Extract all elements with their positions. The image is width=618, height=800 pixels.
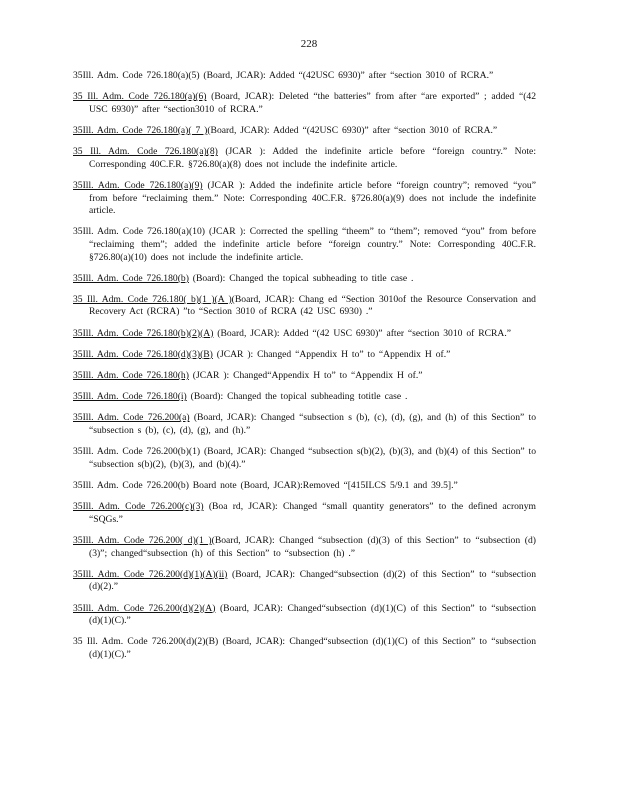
entry-cite: 35Ill. Adm. Code 726.200(d)(2)(A) bbox=[73, 602, 216, 614]
entry-text: (Board, JCAR): Deleted “the batteries” from after “are exported” ; added “(42 USC 6930)” after “section3010 of RCRA.” bbox=[89, 91, 536, 115]
entry-text: 35Ill. Adm. Code 726.180(a)(10) (JCAR ): Corrected the spelling “theem” to “them”; removed “you” from before “reclaiming them”; added the indefinite article before “foreign country.” Note: Corresponding 40C.F.R. §726.80(a)(10) does not include the indefinite article. bbox=[73, 226, 536, 263]
amendment-entry bbox=[73, 446, 536, 471]
entry-cite: 35Ill. Adm. Code 726.180(b)(2)(A) bbox=[73, 327, 214, 339]
amendment-entry bbox=[73, 125, 536, 138]
amendment-entry bbox=[73, 146, 536, 171]
amendment-entry bbox=[73, 328, 536, 341]
entry-text: (JCAR ): Changed “Appendix H to” to “Appendix H of.” bbox=[212, 348, 451, 360]
entry-cite: 35Ill. Adm. Code 726.200( d)(1 ) bbox=[73, 534, 212, 546]
entry-cite: 35 Ill. Adm. Code 726.180(a)(8) bbox=[73, 146, 218, 158]
amendment-entry bbox=[73, 180, 536, 218]
entry-text: (Board, JCAR): Changed“subsection (d)(1)(C) of this Section” to “subsection (d)(1)(C).” bbox=[89, 602, 536, 627]
entry-text: (JCAR ): Changed“Appendix H to” to “Appendix H of.” bbox=[188, 370, 423, 382]
amendment-entry bbox=[73, 569, 536, 594]
entry-text: (JCAR ): Added the indefinite article before “foreign country”; removed “you” from before “reclaiming them.” Note: Corresponding 40C.F.R. §726.80(a)(9) does not include the indefinite article. bbox=[89, 179, 536, 217]
entry-cite: 35 Ill. Adm. Code 726.180( b)(1 )(A ) bbox=[73, 293, 232, 305]
entry-text: (Boa rd, JCAR): Changed “small quantity generators” to the defined acronym “SQGs.” bbox=[89, 501, 536, 525]
amendment-entry bbox=[73, 91, 536, 116]
entry-text: 35 Ill. Adm. Code 726.200(d)(2)(B) (Board, JCAR): Changed“subsection (d)(1)(C) of this Section” to “subsection (d)(1)(C).” bbox=[73, 636, 536, 660]
amendment-entry bbox=[73, 501, 536, 526]
amendment-entry bbox=[73, 412, 536, 437]
entry-cite: 35Ill. Adm. Code 726.180(a)(9) bbox=[73, 179, 203, 191]
entry-text: 35Ill. Adm. Code 726.200(b)(1) (Board, JCAR): Changed “subsection s(b)(2), (b)(3), and (b)(4) of this Section” to “subsection s(b)(2), (b)(3), and (b)(4).” bbox=[73, 446, 536, 470]
entry-text: (Board, JCAR): Changed “subsection s (b), (c), (d), (g), and (h) of this Section” to “subsection s (b), (c), (d), (g), and (h).” bbox=[89, 412, 536, 436]
entry-text: (Board, JCAR): Changed “subsection (d)(3) of this Section” to “subsection (d)(3)”; changed“subsection (h) of this Section” to “subsection (h) .” bbox=[89, 534, 536, 559]
amendment-list bbox=[73, 70, 536, 670]
amendment-entry bbox=[73, 226, 536, 264]
amendment-entry bbox=[73, 273, 536, 286]
entry-cite: 35Ill. Adm. Code 726.180(d)(3)(B) bbox=[73, 348, 213, 360]
entry-cite: 35Ill. Adm. Code 726.200(d)(1)(A)(ii) bbox=[73, 568, 228, 580]
entry-text: (Board, JCAR): Chang ed “Section 3010of the Resource Conservation and Recovery Act (RCRA) ”to “Section 3010 of RCRA (42 USC 6930) .” bbox=[89, 293, 536, 318]
entry-text: (Board, JCAR): Added “(42USC 6930)” after “section 3010 of RCRA.” bbox=[207, 124, 498, 136]
amendment-entry bbox=[73, 349, 536, 362]
entry-text: 35Ill. Adm. Code 726.180(a)(5) (Board, JCAR): Added “(42USC 6930)” after “section 3010 of RCRA.” bbox=[73, 70, 494, 81]
entry-text: (Board, JCAR): Added “(42 USC 6930)” after “section 3010 of RCRA.” bbox=[213, 327, 512, 339]
amendment-entry bbox=[73, 294, 536, 319]
entry-cite: 35Ill. Adm. Code 726.200(a) bbox=[73, 412, 190, 424]
amendment-entry bbox=[73, 480, 536, 493]
entry-text: (Board, JCAR): Changed“subsection (d)(2) of this Section” to “subsection (d)(2).” bbox=[89, 568, 536, 593]
amendment-entry bbox=[73, 636, 536, 661]
entry-text: (Board): Changed the topical subheading totitle case . bbox=[186, 391, 408, 403]
amendment-entry bbox=[73, 391, 536, 404]
page-number: 228 bbox=[300, 38, 318, 50]
amendment-entry bbox=[73, 70, 536, 83]
entry-cite: 35Ill. Adm. Code 726.180(a)( 7 ) bbox=[73, 124, 208, 136]
entry-cite: 35Ill. Adm. Code 726.180(h) bbox=[73, 370, 189, 382]
entry-text: (JCAR ): Added the indefinite article before “foreign country.” Note: Corresponding 40C.F.R. §726.80(a)(8) does not include the indefinite article. bbox=[89, 146, 536, 170]
amendment-entry bbox=[73, 370, 536, 383]
entry-cite: 35Ill. Adm. Code 726.180(b) bbox=[73, 272, 189, 284]
entry-cite: 35Ill. Adm. Code 726.180(i) bbox=[73, 391, 187, 403]
entry-cite: 35Ill. Adm. Code 726.200(c)(3) bbox=[73, 501, 204, 513]
amendment-entry bbox=[73, 535, 536, 560]
entry-cite: 35 Ill. Adm. Code 726.180(a)(6) bbox=[73, 91, 207, 103]
amendment-entry bbox=[73, 603, 536, 628]
entry-text: 35Ill. Adm. Code 726.200(b) Board note (Board, JCAR):Removed “[415ILCS 5/9.1 and 39.5].” bbox=[73, 479, 458, 491]
entry-text: (Board): Changed the topical subheading to title case . bbox=[188, 272, 414, 284]
